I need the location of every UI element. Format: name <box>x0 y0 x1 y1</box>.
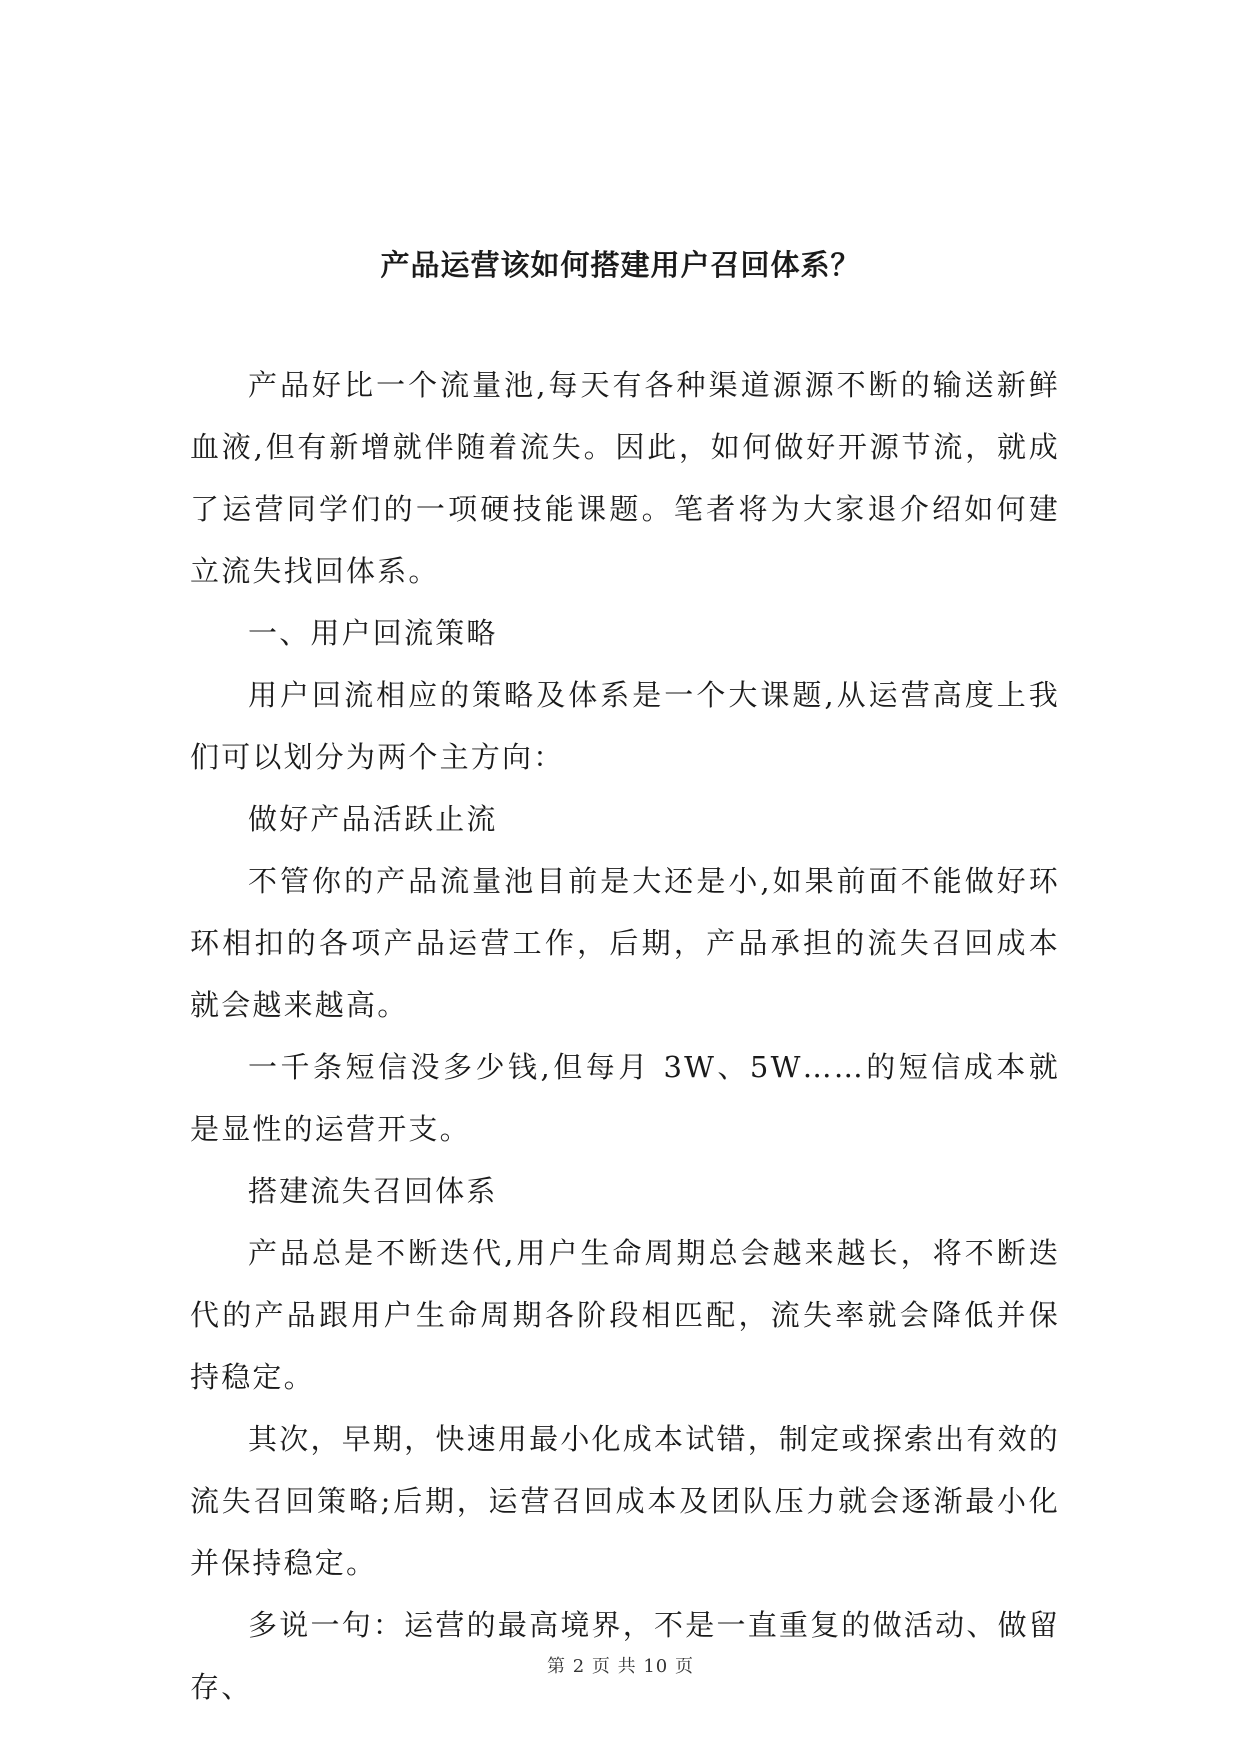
document-body <box>190 354 1060 1718</box>
page-number-footer: 第 2 页 共 10 页 <box>547 1656 694 1677</box>
paragraph-sms-cost: 一千条短信没多少钱,但每月 3W、5W……的短信成本就是显性的运营开支。 <box>190 1050 1060 1146</box>
paragraph-retain-activity: 不管你的产品流量池目前是大还是小,如果前面不能做好环环相扣的各项产品运营工作，后期，产品承担的流失召回成本就会越来越高。 <box>190 864 1060 1022</box>
document-title: 产品运营该如何搭建用户召回体系？ <box>380 248 861 283</box>
subheading-recall-system: 搭建流失召回体系 <box>248 1174 498 1208</box>
paragraph-product-iteration: 产品总是不断迭代,用户生命周期总会越来越长，将不断迭代的产品跟用户生命周期各阶段相匹配，流失率就会降低并保持稳定。 <box>190 1236 1060 1394</box>
section-heading-recall-strategy: 一、用户回流策略 <box>248 616 498 650</box>
paragraph-strategy-overview: 用户回流相应的策略及体系是一个大课题,从运营高度上我们可以划分为两个主方向： <box>190 678 1060 774</box>
subheading-retain-activity: 做好产品活跃止流 <box>248 802 498 836</box>
paragraph-extra-note: 多说一句：运营的最高境界，不是一直重复的做活动、做留存、 <box>190 1608 1060 1704</box>
paragraph-intro: 产品好比一个流量池,每天有各种渠道源源不断的输送新鲜血液,但有新增就伴随着流失。因此，如何做好开源节流，就成了运营同学们的一项硬技能课题。笔者将为大家退介绍如何建立流失找回体系。 <box>190 368 1060 588</box>
paragraph-early-trial: 其次，早期，快速用最小化成本试错，制定或探索出有效的流失召回策略;后期，运营召回成本及团队压力就会逐渐最小化并保持稳定。 <box>190 1422 1060 1580</box>
